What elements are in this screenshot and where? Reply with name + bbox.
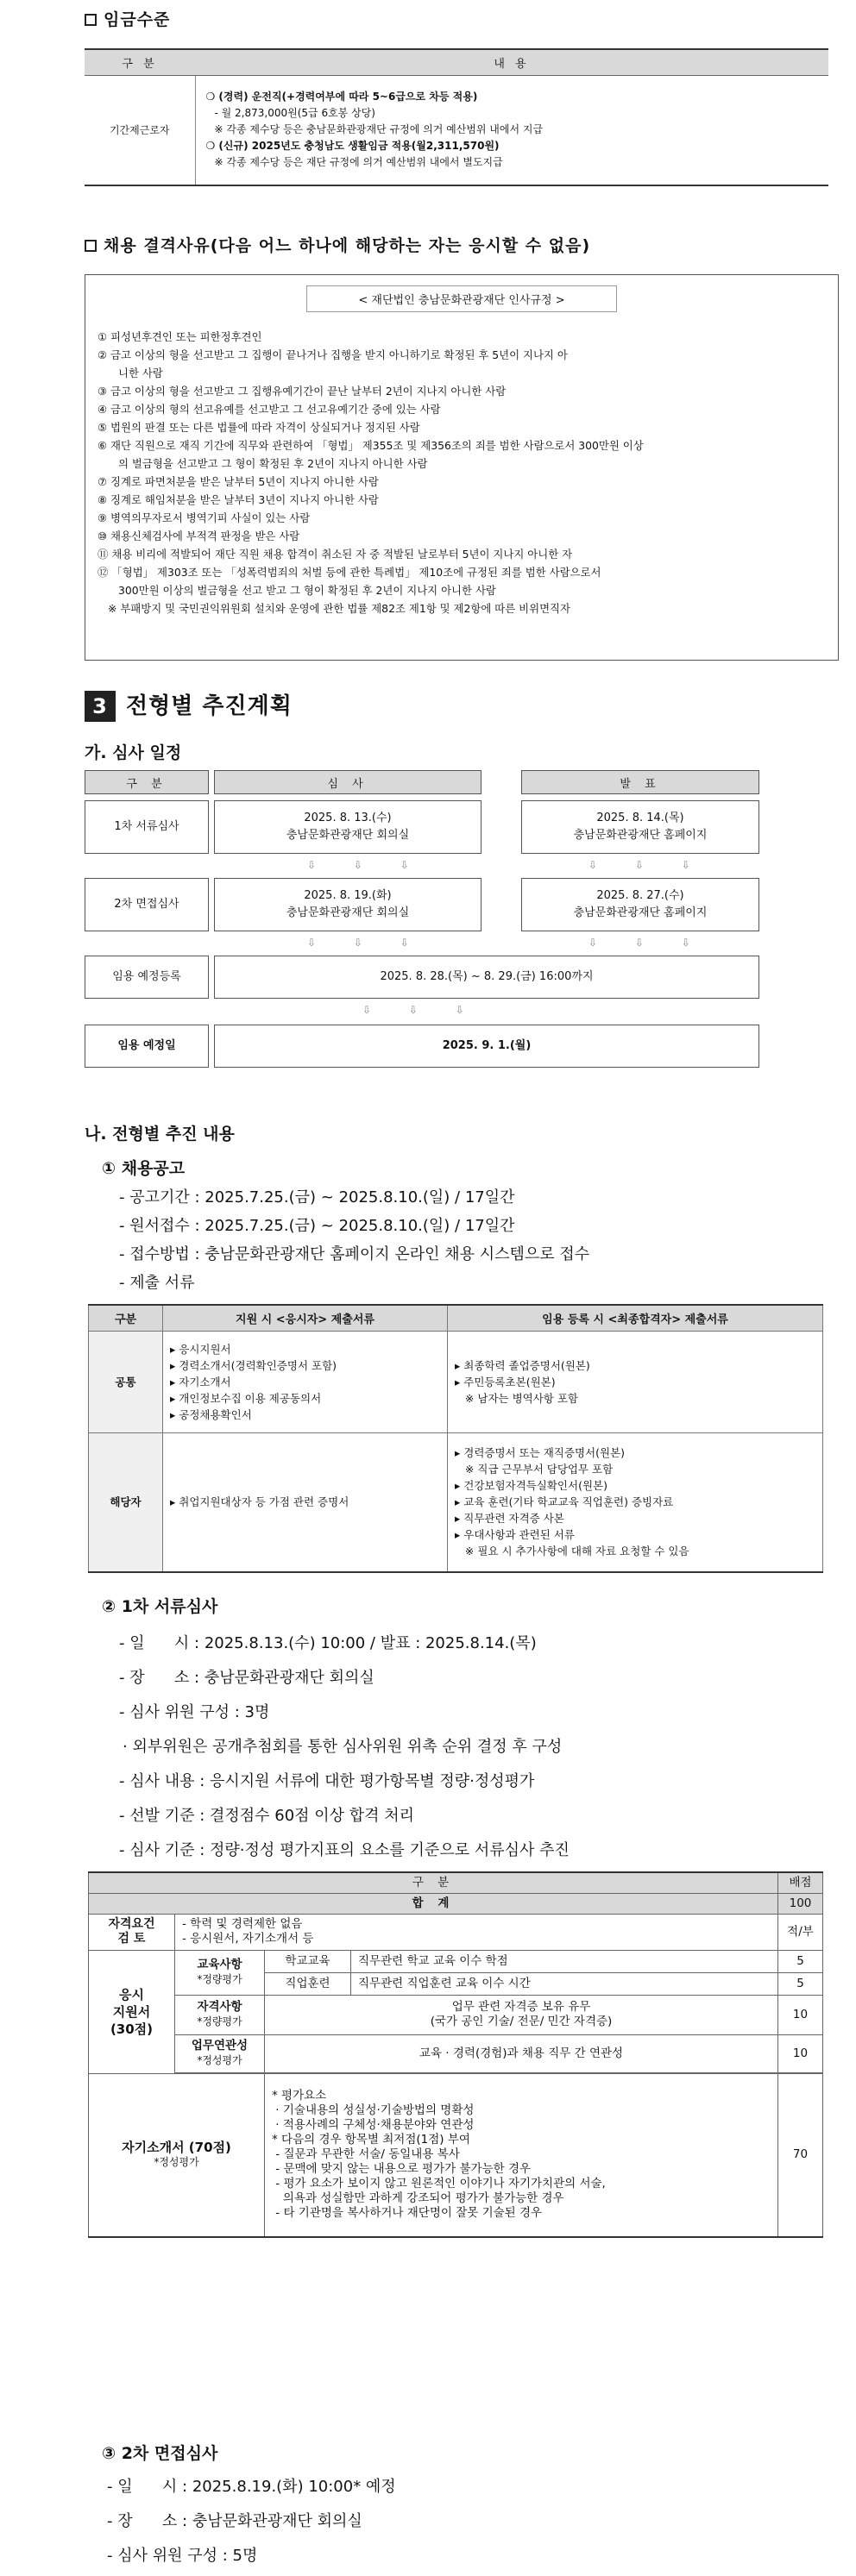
cert-label: 자격사항 *정량평가: [175, 1995, 265, 2034]
doc-item: ▸ 주민등록초본(원본): [455, 1375, 556, 1388]
rel-desc: 교육 · 경력(경험)과 채용 직무 간 연관성: [265, 2034, 778, 2072]
doc-note: ※ 남자는 병역사항 포함: [455, 1391, 578, 1405]
edu-row2-desc: 직무관련 직업훈련 교육 이수 시간: [351, 1972, 778, 1995]
score-total-value: 100: [778, 1893, 823, 1914]
qual-label: 자격요건 검 토: [89, 1914, 175, 1950]
docs-row-common: 공통: [89, 1331, 163, 1432]
disqualification-list: [85, 328, 838, 617]
stage1-announce: 2025. 8. 14.(목) 충남문화관광재단 홈페이지: [521, 800, 759, 854]
score-table: [88, 1871, 823, 2238]
down-arrow-icon: ⇩ ⇩ ⇩: [588, 859, 708, 871]
wage-content: [195, 75, 828, 185]
down-arrow-icon: ⇩ ⇩ ⇩: [307, 937, 426, 949]
disqualification-item: ④ 금고 이상의 형의 선고유예를 선고받고 그 선고유예기간 중에 있는 사람: [98, 403, 441, 416]
wage-section-title: 임금수준: [85, 7, 170, 30]
stage2-label: 2차 면접심사: [85, 878, 209, 931]
disqualification-note: ※ 부패방지 및 국민권익위원회 설치와 운영에 관한 법률 제82조 제1항 및 제2항에 따른 비위면직자: [108, 602, 570, 615]
edu-label: 교육사항 *정량평가: [175, 1950, 265, 1995]
stage1-label: 1차 서류심사: [85, 800, 209, 854]
rel-label: 업무연관성 *정성평가: [175, 2034, 265, 2072]
wage-table: [85, 48, 828, 186]
disqualification-item: 니한 사람: [118, 367, 163, 379]
interview-list: [107, 2470, 396, 2573]
stage4-label: 임용 예정일: [85, 1025, 209, 1068]
wage-item: ※ 각종 제수당 등은 재단 규정에 의거 예산범위 내에서 별도지급: [214, 156, 503, 169]
docs-common-apply: [163, 1331, 448, 1432]
wage-col-category: 구 분: [85, 49, 195, 75]
doc-review-item: - 장 소 : 충남문화관광재단 회의실: [119, 1669, 374, 1687]
score-col-category: 구 분: [89, 1872, 778, 1893]
doc-item: ▸ 공정채용확인서: [170, 1407, 252, 1421]
schedule-title: 가. 심사 일정: [85, 743, 182, 762]
doc-review-item: - 심사 내용 : 응시지원 서류에 대한 평가항목별 정량·정성평가: [119, 1772, 535, 1790]
doc-item: ▸ 건강보험자격득실확인서(원본): [455, 1479, 607, 1493]
edu-row2-kind: 직업훈련: [265, 1972, 351, 1995]
doc-item: ▸ 최종학력 졸업증명서(원본): [455, 1358, 590, 1372]
down-arrow-icon: ⇩ ⇩ ⇩: [362, 1004, 482, 1016]
stage2-review: 2025. 8. 19.(화) 충남문화관광재단 회의실: [214, 878, 482, 931]
schedule-col-category: 구 분: [85, 770, 209, 794]
notice-item: - 원서접수 : 2025.7.25.(금) ~ 2025.8.10.(일) / 17일간: [119, 1217, 515, 1235]
disqualification-item: ⑨ 병역의무자로서 병역기피 사실이 있는 사람: [98, 511, 311, 524]
docs-score-label: 응시 지원서 (30점): [89, 1950, 175, 2073]
disqualification-box: [85, 274, 839, 661]
doc-item: ▸ 우대사항과 관련된 서류: [455, 1528, 575, 1542]
edu-row1-score: 5: [778, 1950, 823, 1972]
checkbox-square-icon: [85, 240, 97, 252]
notice-title: ① 채용공고: [102, 1159, 186, 1178]
edu-row1-kind: 학교교육: [265, 1950, 351, 1972]
doc-note: ※ 필요 시 추가사항에 대해 자료 요청할 수 있음: [455, 1545, 689, 1558]
disqualification-item: ① 피성년후견인 또는 피한정후견인: [98, 330, 262, 343]
disqualification-item: ⑦ 징계로 파면처분을 받은 날부터 5년이 지나지 아니한 사람: [98, 475, 379, 488]
stage4-date: 2025. 9. 1.(월): [214, 1025, 759, 1068]
doc-review-item: - 심사 위원 구성 : 3명: [119, 1703, 270, 1721]
doc-item: ▸ 교육 훈련(기타 학교교육 직업훈련) 증빙자료: [455, 1495, 674, 1509]
intro-score: 70: [778, 2073, 823, 2237]
interview-title: ③ 2차 면접심사: [102, 2444, 218, 2463]
cert-score: 10: [778, 1995, 823, 2034]
doc-review-title: ② 1차 서류심사: [102, 1597, 218, 1616]
doc-item: ▸ 직무관련 자격증 사본: [455, 1512, 564, 1526]
docs-applicable-apply: [163, 1432, 448, 1572]
docs-common-register: [448, 1331, 823, 1432]
docs-col-category: 구분: [89, 1305, 163, 1331]
notice-list: [119, 1183, 589, 1297]
stage1-review: 2025. 8. 13.(수) 충남문화관광재단 회의실: [214, 800, 482, 854]
score-total-label: 합 계: [89, 1893, 778, 1914]
doc-item: ▸ 경력증명서 또는 재직증명서(원본): [455, 1446, 625, 1460]
interview-item: - 일 시 : 2025.8.19.(화) 10:00* 예정: [107, 2478, 396, 2496]
doc-item: ▸ 취업지원대상자 등 가점 관련 증명서: [170, 1495, 349, 1509]
wage-col-content: 내 용: [195, 49, 828, 75]
section3-title: 3 전형별 추진계획: [85, 688, 293, 722]
disqualification-title: 채용 결격사유(다음 어느 하나에 해당하는 자는 응시할 수 없음): [85, 233, 590, 256]
edu-row1-desc: 직무관련 학교 교육 이수 학점: [351, 1950, 778, 1972]
schedule-col-announce: 발 표: [521, 770, 759, 794]
disqualification-item: ③ 금고 이상의 형을 선고받고 그 집행유예기간이 끝난 날부터 2년이 지나지 아니한 사람: [98, 385, 507, 398]
stage3-label: 임용 예정등록: [85, 956, 209, 999]
doc-review-list: [119, 1626, 570, 1868]
disqualification-item: ② 금고 이상의 형을 선고받고 그 집행이 끝나거나 집행을 받지 아니하기로 확정된 후 5년이 지나지 아: [98, 348, 568, 361]
interview-item: - 장 소 : 충남문화관광재단 회의실: [107, 2512, 362, 2530]
doc-item: ▸ 자기소개서: [170, 1375, 231, 1388]
stage3-period: 2025. 8. 28.(목) ~ 8. 29.(금) 16:00까지: [214, 956, 759, 999]
edu-row2-score: 5: [778, 1972, 823, 1995]
disqualification-item: ⑧ 징계로 해임처분을 받은 날부터 3년이 지나지 아니한 사람: [98, 493, 379, 506]
disqualification-item: ⑪ 채용 비리에 적발되어 재단 직원 채용 합격이 취소된 자 중 적발된 날로부터 5년이 지나지 아니한 자: [98, 548, 573, 561]
checkbox-square-icon: [85, 14, 97, 26]
disqualification-item: ⑩ 채용신체검사에 부적격 판정을 받은 사람: [98, 530, 300, 542]
schedule-col-review: 심 사: [214, 770, 482, 794]
disqualification-item: 300만원 이상의 벌금형을 선고 받고 그 형이 확정된 후 2년이 지나지 아니한 사람: [118, 584, 496, 597]
doc-item: ▸ 경력소개서(경력확인증명서 포함): [170, 1358, 337, 1372]
doc-review-item: - 일 시 : 2025.8.13.(수) 10:00 / 발표 : 2025.8.14.(목): [119, 1634, 537, 1652]
documents-table: [88, 1304, 823, 1573]
disqualification-item: ⑥ 재단 직원으로 재직 기간에 직무와 관련하여 「형법」 제355조 및 제356조의 죄를 범한 사람으로서 300만원 이상: [98, 439, 644, 452]
cert-desc: 업무 관련 자격증 보유 유무 (국가 공인 기술/ 전문/ 민간 자격증): [265, 1995, 778, 2034]
notice-item: - 공고기간 : 2025.7.25.(금) ~ 2025.8.10.(일) / 17일간: [119, 1188, 515, 1207]
interview-item: - 심사 위원 구성 : 5명: [107, 2547, 258, 2565]
docs-row-applicable: 해당자: [89, 1432, 163, 1572]
qual-items: - 학력 및 경력제한 없음 - 응시원서, 자기소개서 등: [175, 1914, 778, 1950]
notice-item: - 접수방법 : 충남문화관광재단 홈페이지 온라인 채용 시스템으로 접수: [119, 1245, 590, 1263]
doc-review-item: · 외부위원은 공개추첨회를 통한 심사위원 위촉 순위 결정 후 구성: [123, 1738, 563, 1756]
score-col-score: 배점: [778, 1872, 823, 1893]
wage-item: - 월 2,873,000원(5급 6호봉 상당): [214, 107, 375, 120]
wage-row-label: 기간제근로자: [85, 75, 195, 185]
disqualification-item: ⑤ 법원의 판결 또는 다른 법률에 따라 자격이 상실되거나 정지된 사람: [98, 421, 420, 434]
doc-review-item: - 선발 기준 : 결정점수 60점 이상 합격 처리: [119, 1807, 415, 1825]
disqualification-item: 의 벌금형을 선고받고 그 형이 확정된 후 2년이 지나지 아니한 사람: [118, 457, 428, 470]
wage-item: ❍ (경력) 운전직(+경력여부에 따라 5~6급으로 차등 적용): [205, 91, 478, 103]
doc-item: ▸ 응시지원서: [170, 1342, 231, 1356]
doc-item: ▸ 개인정보수집 이용 제공동의서: [170, 1391, 322, 1405]
down-arrow-icon: ⇩ ⇩ ⇩: [588, 937, 708, 949]
notice-item: - 제출 서류: [119, 1274, 195, 1292]
disqualification-header: < 재단법인 충남문화관광재단 인사규정 >: [306, 285, 617, 312]
doc-review-item: - 심사 기준 : 정량·정성 평가지표의 요소를 기준으로 서류심사 추진: [119, 1841, 570, 1859]
intro-label: 자기소개서 (70점) *정성평가: [89, 2073, 265, 2237]
stage2-announce: 2025. 8. 27.(수) 충남문화관광재단 홈페이지: [521, 878, 759, 931]
section-number: 3: [85, 691, 116, 722]
doc-note: ※ 직급 근무부서 담당업무 포함: [455, 1463, 614, 1476]
intro-items: * 평가요소 · 기술내용의 성실성·기술방법의 명확성 · 적용사례의 구체성·채용분야와 연관성 * 다음의 경우 항목별 최저점(1점) 부여 - 질문과 무관한 서술/ 동일내용 복사 - 문맥에 맞지 않는 내용으로 평가가 불가능한 경우 - 평가 요소가 보이지 않고 원론적인 이야기나 자기가치관의 서술, 의욕과 성실함만 과하게 강조되어 평가가 불가능한 경우 - 타 기관명을 복사하거나 재단명이 잘못 기술된 경우: [265, 2073, 778, 2237]
down-arrow-icon: ⇩ ⇩ ⇩: [307, 859, 426, 871]
qual-value: 적/부: [778, 1914, 823, 1950]
rel-score: 10: [778, 2034, 823, 2072]
docs-col-register: 임용 등록 시 <최종합격자> 제출서류: [448, 1305, 823, 1331]
wage-item: ※ 각종 제수당 등은 충남문화관광재단 규정에 의거 예산범위 내에서 지급: [214, 123, 544, 136]
plan-title: 나. 전형별 추진 내용: [85, 1125, 235, 1144]
disqualification-item: ⑫ 「형법」 제303조 또는 「성폭력범죄의 처벌 등에 관한 특례법」 제10조에 규정된 죄를 범한 사람으로서: [98, 566, 601, 579]
wage-item: ❍ (신규) 2025년도 충청남도 생활임금 적용(월2,311,570원): [205, 140, 500, 153]
docs-col-apply: 지원 시 <응시자> 제출서류: [163, 1305, 448, 1331]
docs-applicable-register: [448, 1432, 823, 1572]
